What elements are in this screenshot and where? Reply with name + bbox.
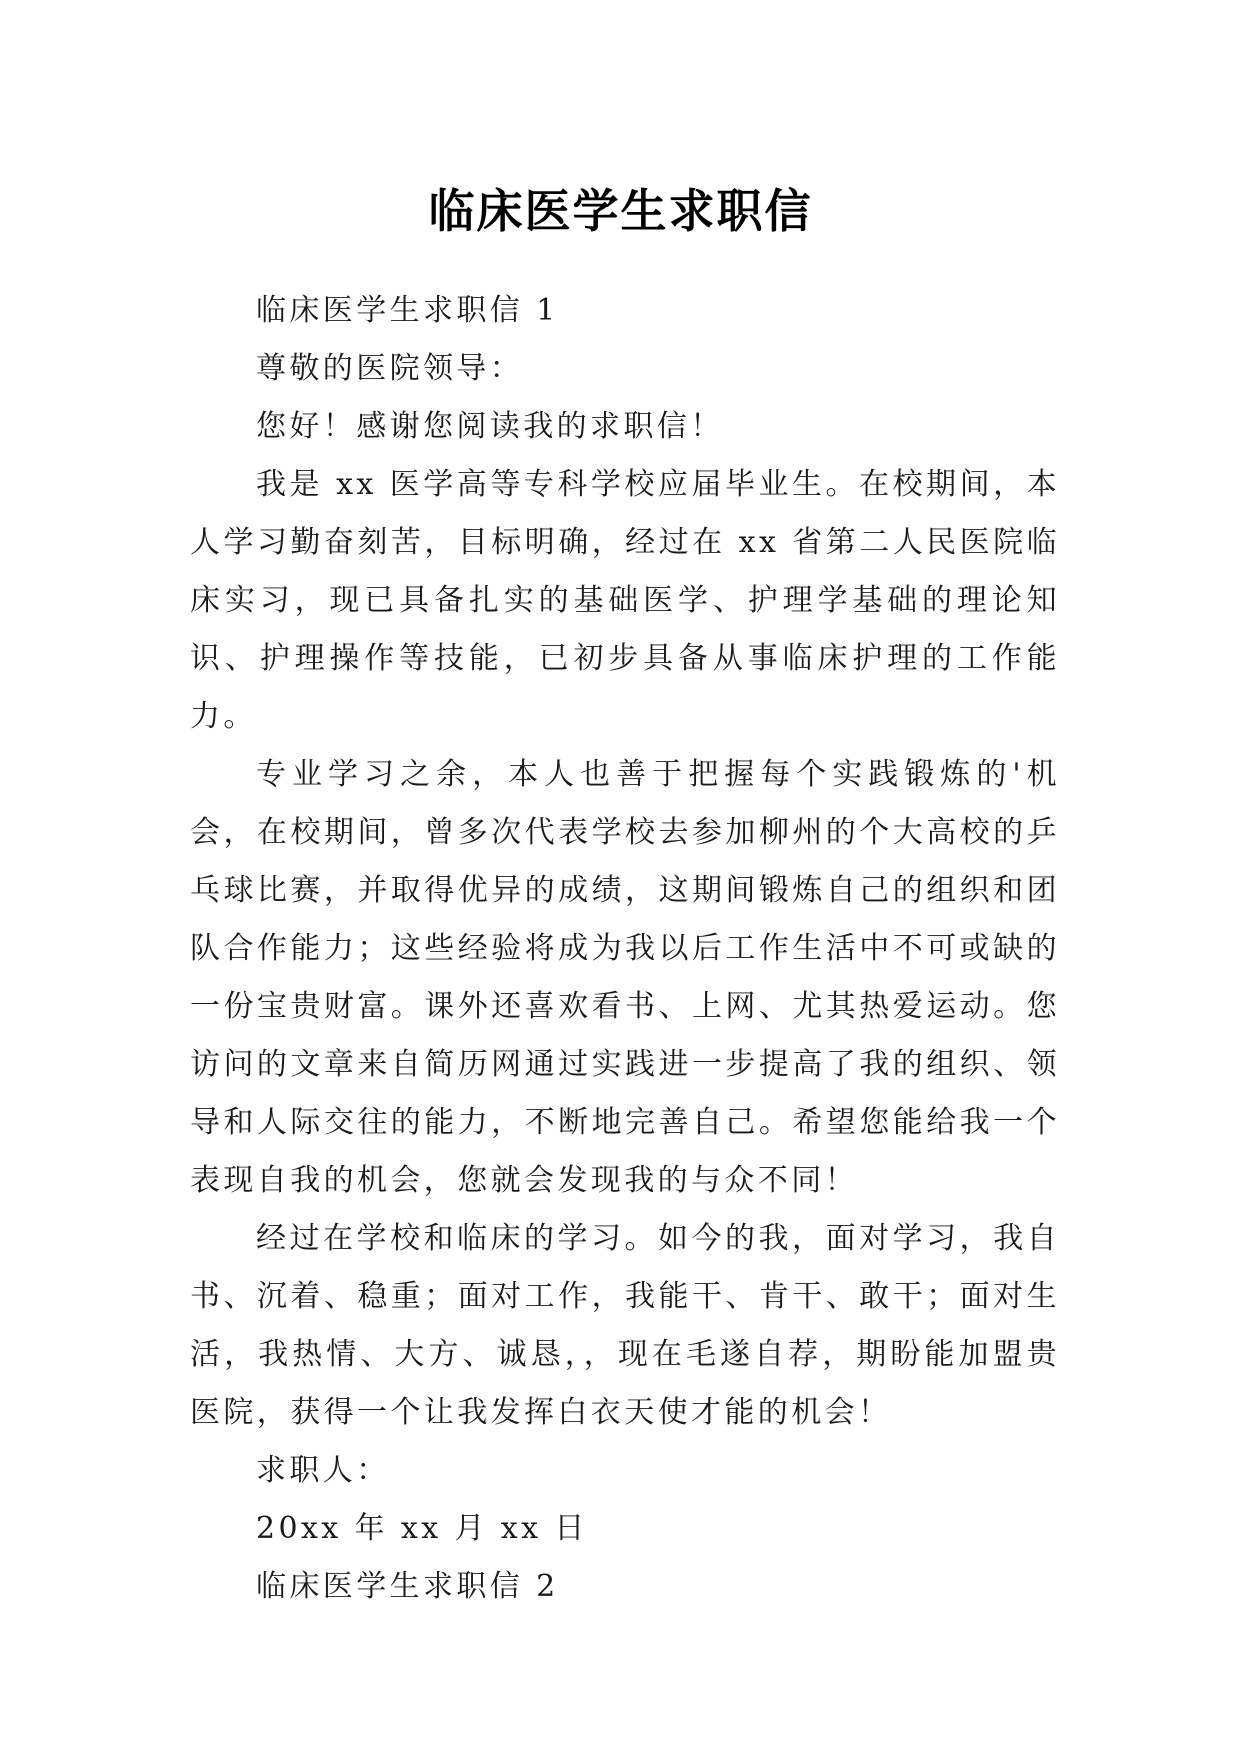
salutation: 尊敬的医院领导：	[256, 351, 524, 386]
signature-label: 求职人：	[256, 1453, 390, 1488]
paragraph-summary: 经过在学校和临床的学习。如今的我，面对学习，我自书、沉着、稳重；面对工作，我能干、肯干、敢干；面对生活，我热情、大方、诚恳，，现在毛遂自荐，期盼能加盟贵医院，获得一个让我发挥白衣天使才能的机会！	[190, 1221, 1060, 1430]
section-heading-1: 临床医学生求职信 1	[256, 293, 559, 328]
paragraph-activities: 专业学习之余，本人也善于把握每个实践锻炼的'机会，在校期间，曾多次代表学校去参加柳州的个大高校的乒乓球比赛，并取得优异的成绩，这期间锻炼自己的组织和团队合作能力；这些经验将成为我以后工作生活中不可或缺的一份宝贵财富。课外还喜欢看书、上网、尤其热爱运动。您访问的文章来自简历网通过实践进一步提高了我的组织、领导和人际交往的能力，不断地完善自己。希望您能给我一个表现自我的机会，您就会发现我的与众不同！	[190, 757, 1060, 1198]
document-body	[190, 282, 1060, 1616]
greeting: 您好！感谢您阅读我的求职信！	[256, 409, 724, 444]
section-heading-2: 临床医学生求职信 2	[256, 1569, 559, 1604]
document-title: 临床医学生求职信	[428, 183, 813, 238]
date-line: 20xx 年 xx 月 xx 日	[256, 1511, 588, 1546]
paragraph-introduction: 我是 xx 医学高等专科学校应届毕业生。在校期间，本人学习勤奋刻苦，目标明确，经过在 xx 省第二人民医院临床实习，现已具备扎实的基础医学、护理学基础的理论知识、护理操作等技能，已初步具备从事临床护理的工作能力。	[190, 467, 1060, 734]
